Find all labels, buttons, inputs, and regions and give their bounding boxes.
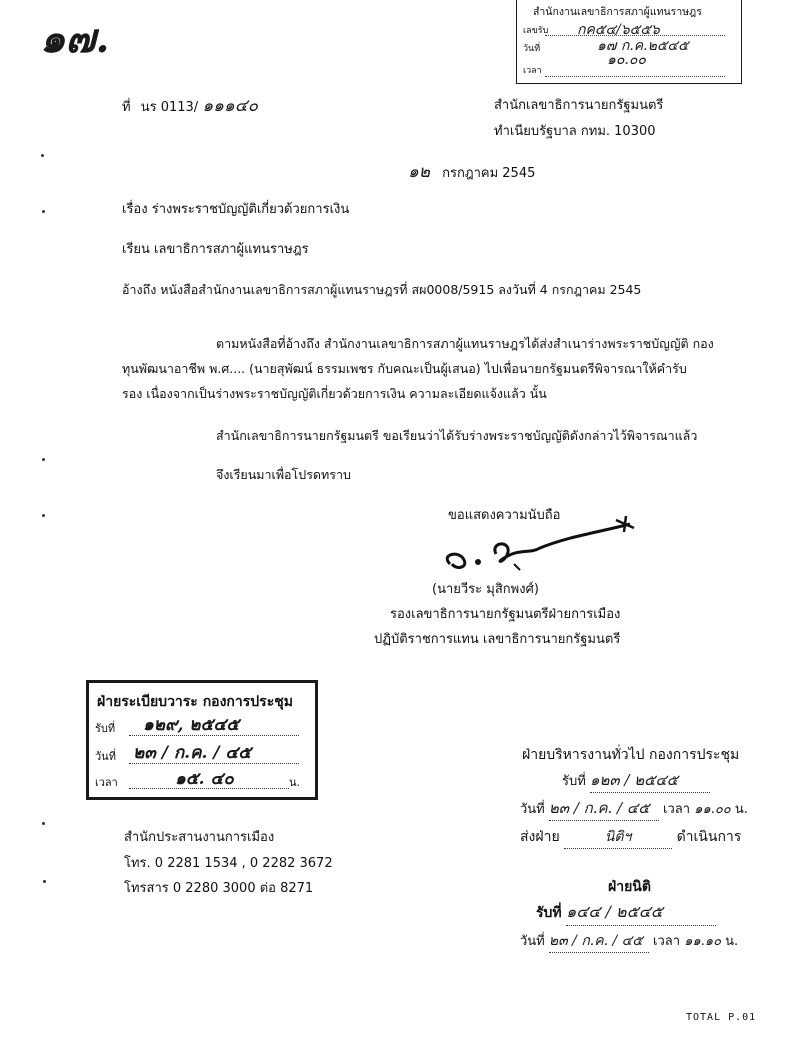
stamp-time-label: เวลา (523, 66, 542, 76)
law-time-value: ๑๑.๑๐ (684, 934, 722, 949)
signer-position: รองเลขาธิการนายกรัฐมนตรีฝ่ายการเมือง (390, 607, 621, 622)
admin-date-value: ๒๓ / ก.ค. / ๔๕ (549, 796, 659, 821)
stamp-time-value: ๑๐.๐๐ (607, 52, 646, 68)
law-date-value: ๒๓ / ก.ค. / ๔๕ (549, 930, 649, 953)
admin-receive-label: รับที่ (562, 774, 586, 789)
registry-receive-label: รับที่ (95, 722, 116, 735)
admin-date-label: วันที่ (520, 802, 545, 817)
registry-time-value: ๑๕. ๔๐ (175, 769, 234, 789)
law-receive-value: ๑๔๔ / ๒๕๔๕ (566, 900, 716, 926)
admin-time-value: ๑๑.๐๐ (694, 802, 731, 817)
top-receiving-stamp (516, 0, 742, 84)
registry-date-label: วันที่ (95, 750, 116, 763)
registry-dotted-rule (129, 788, 289, 789)
admin-receive-line (562, 768, 710, 793)
signer-name: (นายวีระ มุสิกพงศ์) (432, 582, 539, 597)
law-stamp-title: ฝ่ายนิติ (608, 879, 651, 895)
sender-address: ทำเนียบรัฐบาล กทม. 10300 (494, 124, 656, 139)
admin-dept-label: ส่งฝ่าย (520, 829, 560, 845)
registry-dotted-rule (129, 735, 299, 736)
registry-time-suffix: น. (289, 776, 301, 789)
sender-office: สำนักเลขาธิการนายกรัฐมนตรี (494, 98, 664, 113)
handwritten-signature (420, 514, 660, 574)
margin-dot (42, 822, 45, 825)
office-phone: โทร. 0 2281 1534 , 0 2282 3672 (124, 856, 333, 871)
page-number-handwritten: ๑๗. (40, 15, 110, 62)
stamp-date-label: วันที่ (523, 44, 541, 54)
margin-dot (42, 210, 45, 213)
admin-stamp-title: ฝ่ายบริหารงานทั่วไป กองการประชุม (522, 747, 740, 763)
letter-reference: อ้างถึง หนังสือสำนักงานเลขาธิการสภาผู้แทนราษฎรที่ สผ0008/5915 ลงวันที่ 4 กรกฎาคม 2545 (122, 282, 642, 297)
registry-time-label: เวลา (95, 776, 118, 789)
date-day-handwritten: ๑๒ (408, 162, 430, 182)
ref-code: นร 0113/ (140, 100, 199, 115)
margin-dot (42, 458, 45, 461)
admin-dept-line (520, 826, 741, 849)
stamp-receive-label: เลขรับ (523, 26, 549, 36)
law-date-line (520, 930, 738, 953)
law-receive-line (536, 900, 716, 926)
letter-subject: เรื่อง ร่างพระราชบัญญัติเกี่ยวด้วยการเงิน (122, 202, 350, 217)
ref-label: ที่ (122, 100, 131, 115)
letter-date (408, 158, 535, 185)
fax-page-total: TOTAL P.01 (686, 1012, 757, 1023)
stamp-dotted-lines (545, 35, 725, 77)
registry-dotted-rule (129, 763, 299, 764)
admin-dept-value: นิติฯ (564, 826, 672, 849)
margin-dot (41, 154, 44, 157)
stamp-receive-value: กค๕๔/๖๕๕๖ (577, 22, 660, 38)
margin-dot (42, 514, 45, 517)
registry-date-value: ๒๓ / ก.ค. / ๔๕ (133, 743, 252, 763)
closing-salutation: ขอแสดงความนับถือ (448, 508, 561, 523)
law-time-suffix: น. (725, 934, 739, 949)
registry-stamp-title: ฝ่ายระเบียบวาระ กองการประชุม (97, 694, 293, 710)
admin-time-label: เวลา (663, 802, 691, 817)
body-paragraph-1-line-1: ตามหนังสือที่อ้างถึง สำนักงานเลขาธิการสภาผู้แทนราษฎรได้ส่งสำเนาร่างพระราชบัญญัติ กอง (216, 336, 714, 351)
admin-time-suffix: น. (734, 802, 748, 817)
admin-action-label: ดำเนินการ (676, 829, 742, 845)
letter-recipient: เรียน เลขาธิการสภาผู้แทนราษฎร (122, 242, 309, 257)
admin-date-line (520, 796, 748, 821)
office-fax: โทรสาร 0 2280 3000 ต่อ 8271 (124, 881, 314, 896)
stamp-date-value: ๑๗ ก.ค.๒๕๔๕ (597, 38, 689, 54)
law-receive-label: รับที่ (536, 905, 562, 921)
body-paragraph-1-line-3: รอง เนื่องจากเป็นร่างพระราชบัญญัติเกี่ยวด้วยการเงิน ความละเอียดแจ้งแล้ว นั้น (122, 386, 547, 401)
body-paragraph-1-line-2: ทุนพัฒนาอาชีพ พ.ศ.... (นายสุพัฒน์ ธรรมเพชร กับคณะเป็นผู้เสนอ) ไปเพื่อนายกรัฐมนตรีพิจารณาให้คำรับ (122, 361, 687, 376)
stamp-title: สำนักงานเลขาธิการสภาผู้แทนราษฎร (533, 6, 702, 18)
body-paragraph-3: จึงเรียนมาเพื่อโปรดทราบ (216, 467, 351, 482)
admin-receive-value: ๑๒๓ / ๒๕๔๕ (590, 768, 710, 793)
date-month-year: กรกฎาคม 2545 (442, 166, 536, 181)
law-date-label: วันที่ (520, 934, 545, 949)
reference-number-line (122, 92, 258, 119)
signer-acting-for: ปฏิบัติราชการแทน เลขาธิการนายกรัฐมนตรี (374, 632, 621, 647)
margin-dot (43, 880, 46, 883)
body-paragraph-2: สำนักเลขาธิการนายกรัฐมนตรี ขอเรียนว่าได้รับร่างพระราชบัญญัติดังกล่าวไว้พิจารณาแล้ว (216, 428, 698, 443)
law-time-label: เวลา (653, 934, 681, 949)
registry-receive-value: ๑๒๙, ๒๕๔๕ (143, 715, 240, 735)
registry-stamp (86, 680, 318, 800)
office-name: สำนักประสานงานการเมือง (124, 830, 275, 845)
ref-number-handwritten: ๑๑๑๔๐ (202, 96, 258, 116)
